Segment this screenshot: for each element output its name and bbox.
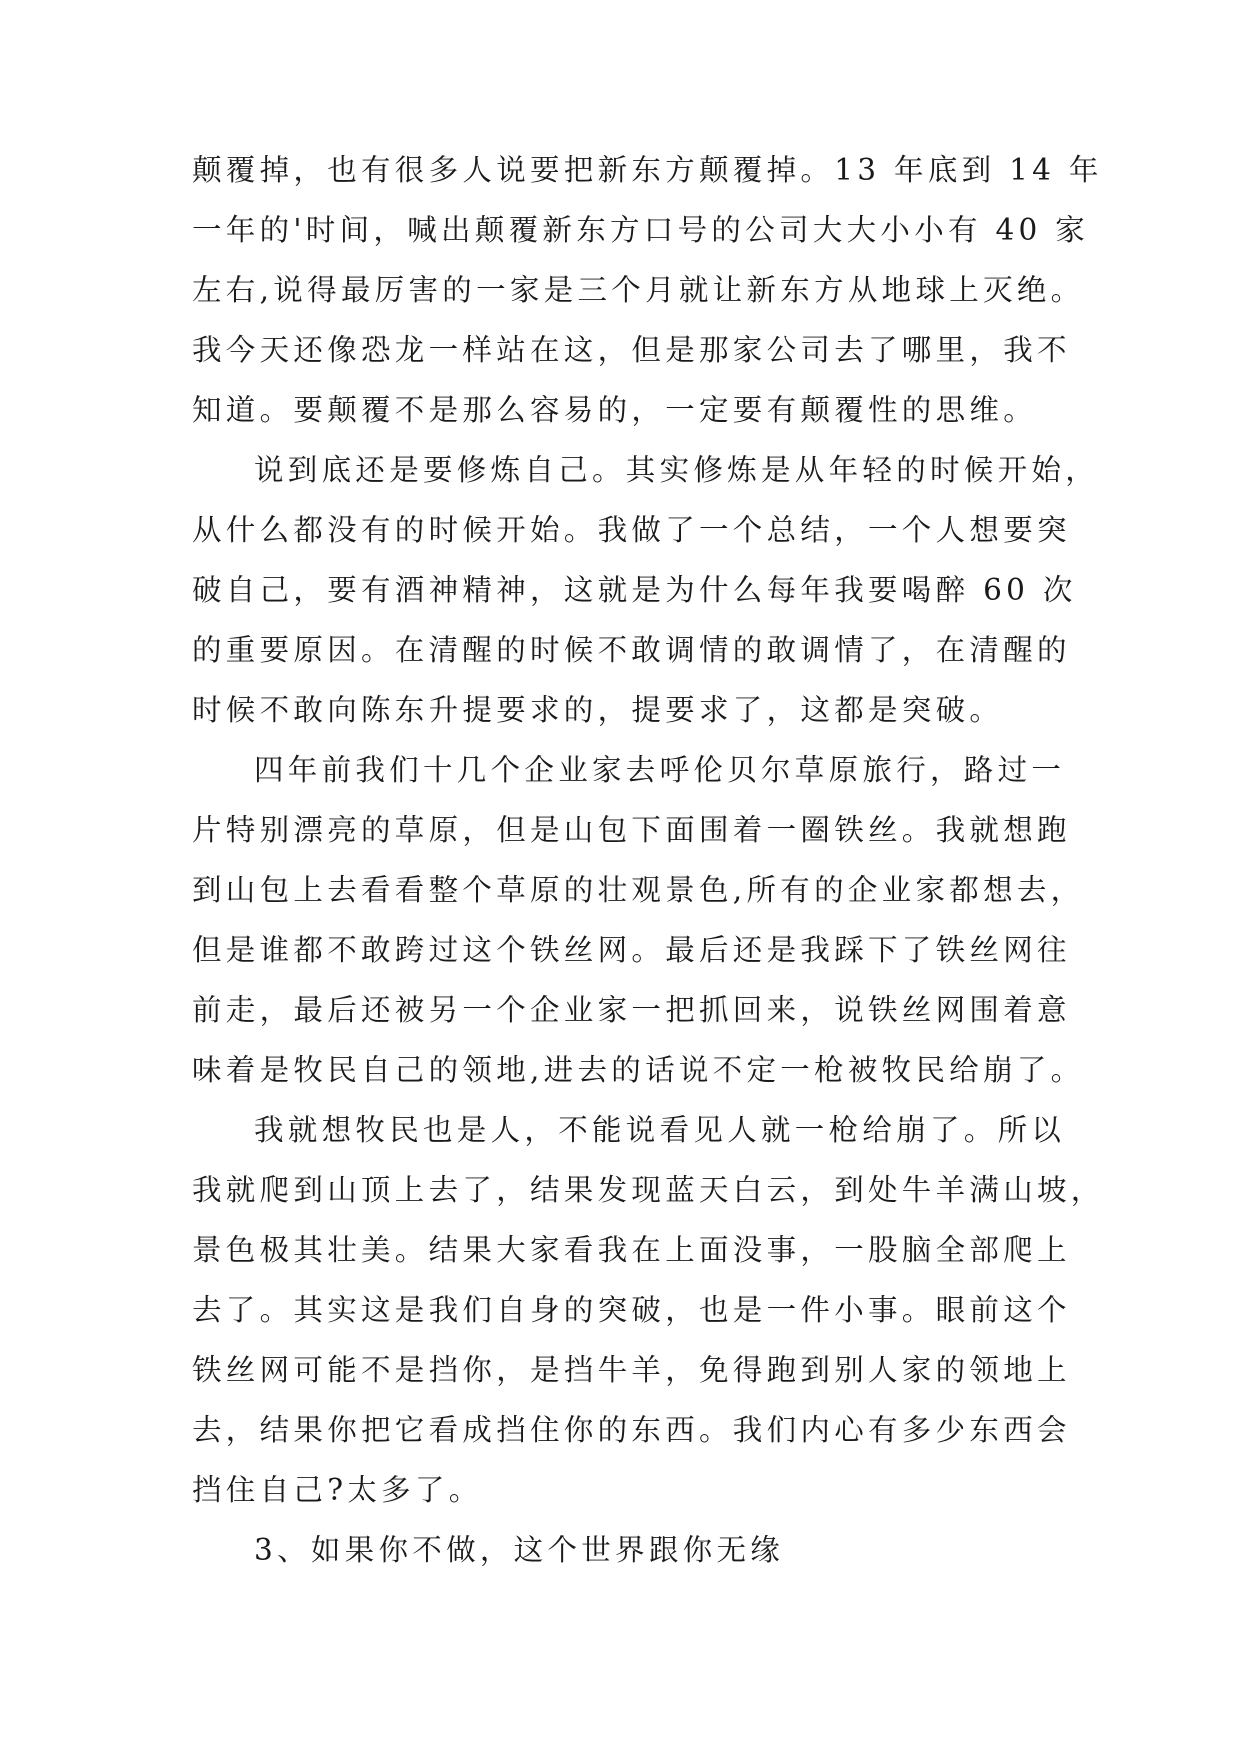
text-line: 一年的'时间，喊出颠覆新东方口号的公司大大小小有 40 家 bbox=[192, 213, 1090, 247]
text-line: 景色极其壮美。结果大家看我在上面没事，一股脑全部爬上 bbox=[192, 1233, 1071, 1267]
text-line: 左右,说得最厉害的一家是三个月就让新东方从地球上灭绝。 bbox=[192, 273, 1085, 307]
text-line: 我今天还像恐龙一样站在这，但是那家公司去了哪里，我不 bbox=[192, 333, 1071, 367]
text-line: 味着是牧民自己的领地,进去的话说不定一枪被牧民给崩了。 bbox=[192, 1053, 1085, 1087]
text-line: 片特别漂亮的草原，但是山包下面围着一圈铁丝。我就想跑 bbox=[192, 813, 1071, 847]
text-line: 破自己，要有酒神精神，这就是为什么每年我要喝醉 60 次 bbox=[192, 573, 1077, 607]
text-line: 的重要原因。在清醒的时候不敢调情的敢调情了，在清醒的 bbox=[192, 633, 1071, 667]
paragraph-first-line: 四年前我们十几个企业家去呼伦贝尔草原旅行，路过一 bbox=[254, 753, 1066, 787]
text-line: 铁丝网可能不是挡你，是挡牛羊，免得跑到别人家的领地上 bbox=[192, 1353, 1071, 1387]
paragraph-first-line: 我就想牧民也是人，不能说看见人就一枪给崩了。所以 bbox=[254, 1113, 1066, 1147]
text-line: 挡住自己?太多了。 bbox=[192, 1473, 483, 1507]
paragraph-first-line: 说到底还是要修炼自己。其实修炼是从年轻的时候开始， bbox=[254, 453, 1100, 487]
text-line: 颠覆掉，也有很多人说要把新东方颠覆掉。13 年底到 14 年 bbox=[192, 153, 1103, 187]
text-line: 时候不敢向陈东升提要求的，提要求了，这都是突破。 bbox=[192, 693, 1004, 727]
text-line: 但是谁都不敢跨过这个铁丝网。最后还是我踩下了铁丝网往 bbox=[192, 933, 1071, 967]
section-heading: 3、如果你不做，这个世界跟你无缘 bbox=[254, 1533, 785, 1567]
text-line: 去，结果你把它看成挡住你的东西。我们内心有多少东西会 bbox=[192, 1413, 1071, 1447]
text-line: 前走，最后还被另一个企业家一把抓回来，说铁丝网围着意 bbox=[192, 993, 1071, 1027]
text-line: 我就爬到山顶上去了，结果发现蓝天白云，到处牛羊满山坡， bbox=[192, 1173, 1105, 1207]
text-line: 从什么都没有的时候开始。我做了一个总结，一个人想要突 bbox=[192, 513, 1071, 547]
text-line: 知道。要颠覆不是那么容易的，一定要有颠覆性的思维。 bbox=[192, 393, 1038, 427]
text-line: 到山包上去看看整个草原的壮观景色,所有的企业家都想去， bbox=[192, 873, 1085, 907]
text-line: 去了。其实这是我们自身的突破，也是一件小事。眼前这个 bbox=[192, 1293, 1071, 1327]
